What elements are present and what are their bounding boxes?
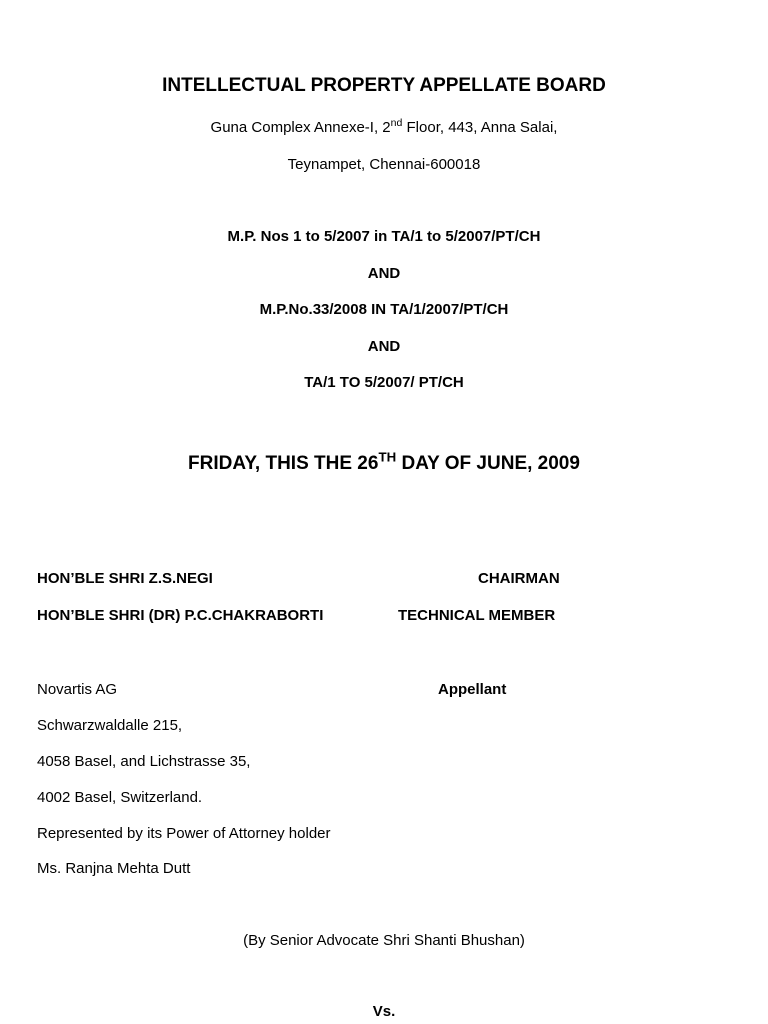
appellant-line-4: 4002 Basel, Switzerland. (37, 789, 203, 806)
case-conjunction-2: AND (367, 338, 401, 355)
date-post: DAY OF JUNE, 2009 (396, 453, 580, 474)
address-line-1-post: Floor, 443, Anna Salai, (402, 119, 558, 136)
address-line-1-pre: Guna Complex Annexe-I, 2 (210, 119, 391, 136)
case-number-3: TA/1 TO 5/2007/ PT/CH (304, 374, 464, 391)
case-number-2: M.P.No.33/2008 IN TA/1/2007/PT/CH (259, 301, 509, 318)
address-line-1-sup: nd (390, 117, 403, 130)
appellant-label: Appellant (438, 681, 507, 698)
bench-member-1-role: CHAIRMAN (478, 570, 560, 587)
appellant-line-3: 4058 Basel, and Lichstrasse 35, (37, 753, 251, 770)
versus: Vs. (372, 1003, 396, 1020)
address-line-2: Teynampet, Chennai-600018 (287, 156, 481, 173)
date-sup: TH (378, 449, 397, 465)
appellant-line-6: Ms. Ranjna Mehta Dutt (37, 860, 191, 877)
bench-member-2-role: TECHNICAL MEMBER (398, 607, 556, 624)
hearing-date (0, 449, 768, 474)
case-number-1: M.P. Nos 1 to 5/2007 in TA/1 to 5/2007/PT/CH (227, 228, 541, 245)
case-conjunction-1: AND (367, 265, 401, 282)
bench-member-1-name: HON’BLE SHRI Z.S.NEGI (37, 570, 213, 587)
appellant-line-2: Schwarzwaldalle 215, (37, 717, 183, 734)
bench-member-2-name: HON’BLE SHRI (DR) P.C.CHAKRABORTI (37, 607, 324, 624)
appellant-counsel: (By Senior Advocate Shri Shanti Bhushan) (243, 932, 525, 949)
document-title: INTELLECTUAL PROPERTY APPELLATE BOARD (162, 75, 606, 96)
date-pre: FRIDAY, THIS THE 26 (188, 453, 379, 474)
address-line-1 (0, 117, 768, 136)
appellant-line-5: Represented by its Power of Attorney holder (37, 825, 331, 842)
appellant-line-1: Novartis AG (37, 681, 118, 698)
